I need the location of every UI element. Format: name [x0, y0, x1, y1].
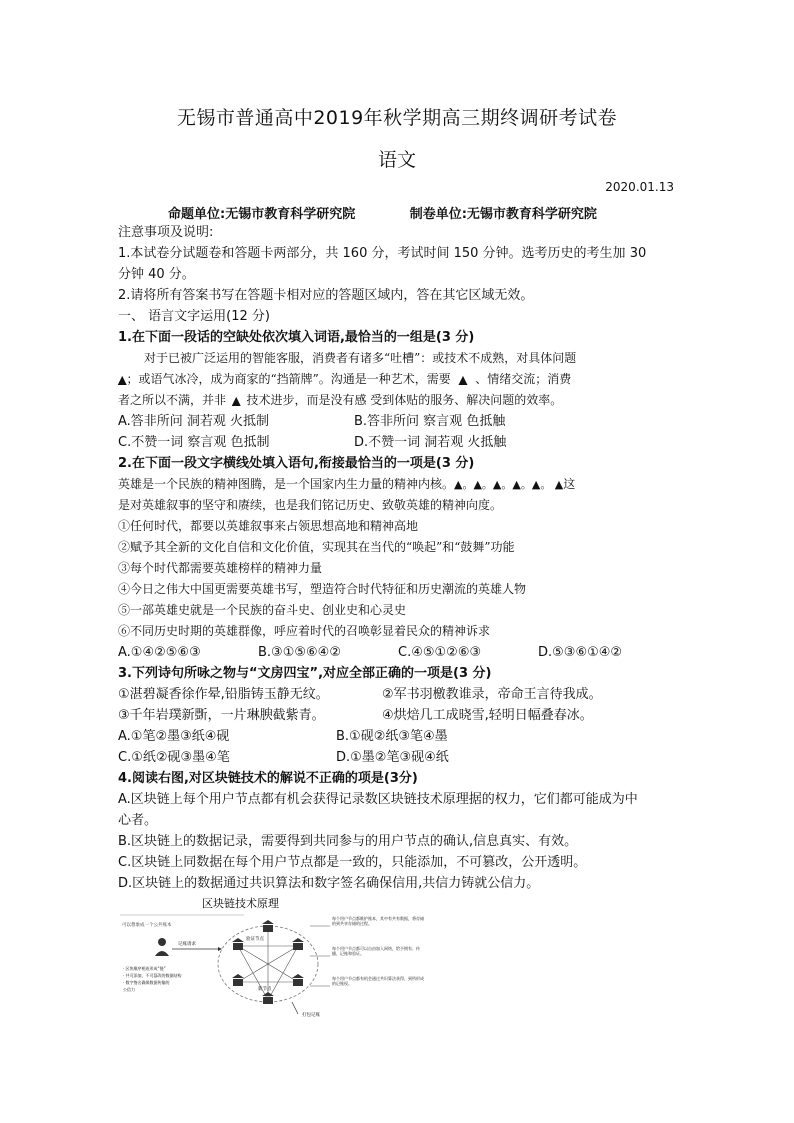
- q2-option-a: A.①④②⑤⑥③: [118, 645, 201, 660]
- right-note-3: 每个用户节点都有机会通过共识算法获得，到所形成的记账权。: [332, 976, 424, 986]
- q3-stem: 3.下列诗句所咏之物与“文房四宝”,对应全部正确的一项是(3 分): [118, 666, 492, 681]
- q3-lines-12: [118, 684, 678, 705]
- q2-sentence-4: ④今日之伟大中国更需要英雄书写，塑造符合时代特征和历史潮流的英雄人物: [118, 582, 527, 596]
- note-1a: 1.本试卷分试题卷和答题卡两部分，共 160 分，考试时间 150 分钟。选考历史的考生加 30: [118, 246, 647, 261]
- right-annotations: [310, 916, 424, 1000]
- q1-text: 者之所以不满，并非: [118, 393, 227, 407]
- note-2: 2.请将所有答案书写在答题卡相对应的答题区域内，答在其它区域无效。: [118, 288, 534, 303]
- q4-option-b: B.区块链上的数据记录，需要得到共同参与的用户节点的确认,信息真实、有效。: [118, 834, 578, 849]
- left-note-4: 公信力: [123, 987, 135, 992]
- section-1-heading: 一、 语言文字运用(12 分): [118, 309, 270, 324]
- record-request-label: 记账请求: [178, 942, 196, 947]
- issuer-line: [168, 203, 647, 222]
- q1-option-d: D.不赞一词 洞若观 火抵触: [354, 435, 507, 450]
- q3-option-c: C.①纸②砚③墨④笔: [118, 750, 230, 765]
- q2-passage-2: 是对英雄叙事的坚守和赓续，也是我们铭记历史、致敬英雄的精神向度。: [118, 498, 503, 512]
- print-unit: 制卷单位:无锡市教育科学研究院: [409, 207, 597, 222]
- q4-stem: 4.阅读右图,对区块链技术的解说不正确的项是(3分): [118, 771, 418, 786]
- q1-text: ；或语气冰冷，成为商家的“挡箭牌”。沟通是一种艺术，需要: [126, 372, 451, 386]
- q3-option-d: D.①墨②笔③砚④纸: [336, 750, 449, 765]
- new-node-label: 新节点: [258, 987, 272, 992]
- q3-line-2: ②军书羽檄教谁录，帝命王言待我成。: [382, 687, 602, 702]
- q2-sentence-3: ③每个时代都需要英雄榜样的精神力量: [118, 561, 323, 575]
- q3-options-cd: [118, 747, 678, 768]
- right-note-1: 每个用户节点都维护账本，其中有共有数据，将存储的到共享存储的过程。: [332, 916, 424, 926]
- user-icon: [155, 938, 169, 956]
- q3-lines-34: [118, 705, 678, 726]
- q1-options-ab: [118, 411, 678, 432]
- q2-option-d: D.⑤③⑥①④②: [538, 645, 623, 660]
- left-note-3: · 数字签名确保数据传输的: [123, 980, 170, 985]
- q3-option-a: A.①笔②墨③纸④砚: [118, 729, 230, 744]
- q2-text: 这: [563, 477, 576, 491]
- notes-heading: 注意事项及说明:: [118, 225, 214, 240]
- q2-option-c: C.④⑤①②⑥③: [398, 645, 482, 660]
- blank-markers: ▲。▲。▲。▲。▲。 ▲: [454, 478, 564, 491]
- q2-sentence-6: ⑥不同历史时期的英雄群像，呼应着时代的召唤彰显着民众的精神诉求: [118, 624, 491, 638]
- q3-options-ab: [118, 726, 678, 747]
- note-1b: 分钟 40 分。: [118, 267, 195, 282]
- q3-line-1: ①湛碧凝香徐作晕,铅脂铸玉静无纹。: [118, 687, 329, 702]
- exam-title: 无锡市普通高中2019年秋学期高三期终调研考试卷: [176, 107, 618, 129]
- question-unit: 命题单位:无锡市教育科学研究院: [168, 207, 356, 222]
- q4-option-d: D.区块链上的数据通过共识算法和数字签名确保信用,共信力铸就公信力。: [118, 876, 540, 891]
- blank-marker: ▲: [118, 373, 127, 386]
- q2-passage-1: [118, 474, 678, 495]
- q1-option-c: C.不赞一词 察言观 色抵制: [118, 435, 270, 450]
- left-note-2: · 共可添加，不可篡改的数据结构: [123, 973, 182, 978]
- q3-line-4: ④烘焙几工成晓雪,轻明日幅叠春冰。: [382, 708, 593, 723]
- q1-option-b: B.答非所问 察言观 色抵触: [354, 414, 506, 429]
- q3-option-b: B.①砚②纸③笔④墨: [336, 729, 448, 744]
- q1-text: 、情绪交流；消费: [475, 372, 572, 386]
- q2-sentence-2: ②赋予其全新的文化自信和文化价值，实现其在当代的“唤起”和“鼓舞”功能: [118, 540, 515, 554]
- q2-sentence-5: ⑤一部英雄史就是一个民族的奋斗史、创业史和心灵史: [118, 603, 407, 617]
- blank-marker: ▲: [458, 373, 468, 386]
- q4-option-a-line2: 心者。: [118, 813, 158, 828]
- q2-sentence-1: ①任何时代，都要以英雄叙事来占领思想高地和精神高地: [118, 519, 419, 533]
- blank-marker: ▲: [232, 394, 241, 407]
- q2-stem: 2.在下面一段文字横线处填入语句,衔接最恰当的一项是(3 分): [118, 456, 475, 471]
- exam-date: 2020.01.13: [605, 180, 674, 194]
- right-note-2: 每个用户节点都可以自由加入网络，给予拥有、传播，记账和验证。: [332, 946, 420, 956]
- q1-passage-3: [118, 390, 678, 411]
- q3-line-3: ③千年岩璞新斲，一片琳腴截紫青。: [118, 708, 325, 723]
- q1-passage-2: [118, 369, 678, 390]
- subject-title: 语文: [377, 149, 416, 171]
- q4-option-c: C.区块链上同数据在每个用户节点都是一致的，只能添加，不可篡改，公开透明。: [118, 855, 587, 870]
- diagram-left-caption: 可以想象成一个公共账本: [122, 923, 172, 928]
- q2-text: 英雄是一个民族的精神图腾，是一个国家内生力量的精神内核。: [118, 477, 455, 491]
- pack-record-label: 打包记账: [302, 1013, 320, 1018]
- verify-node-label: 验证节点: [246, 937, 264, 942]
- q1-option-a: A.答非所问 洞若观 火抵制: [118, 414, 270, 429]
- q1-passage-1: 对于已被广泛运用的智能客服，消费者有诸多“吐槽”：或技术不成熟，对具体问题: [144, 351, 577, 365]
- q4-option-a-line1: A.区块链上每个用户节点都有机会获得记录数区块链技术原理据的权力，它们都可能成为中: [118, 792, 638, 807]
- q2-option-b: B.③①⑤⑥④②: [258, 645, 341, 660]
- q1-options-cd: [118, 432, 678, 453]
- exam-content: [118, 222, 678, 894]
- q2-options: [118, 642, 678, 663]
- left-note-1: · 区块顺序相连形成“链”: [123, 966, 166, 971]
- q1-stem: 1.在下面一段话的空缺处依次填入词语,最恰当的一组是(3 分): [118, 330, 475, 345]
- blockchain-diagram: [120, 894, 430, 1024]
- diagram-title: 区块链技术原理: [202, 897, 279, 910]
- q1-text: 技术进步，而是没有感 受到体贴的服务、解决问题的效率。: [246, 393, 563, 407]
